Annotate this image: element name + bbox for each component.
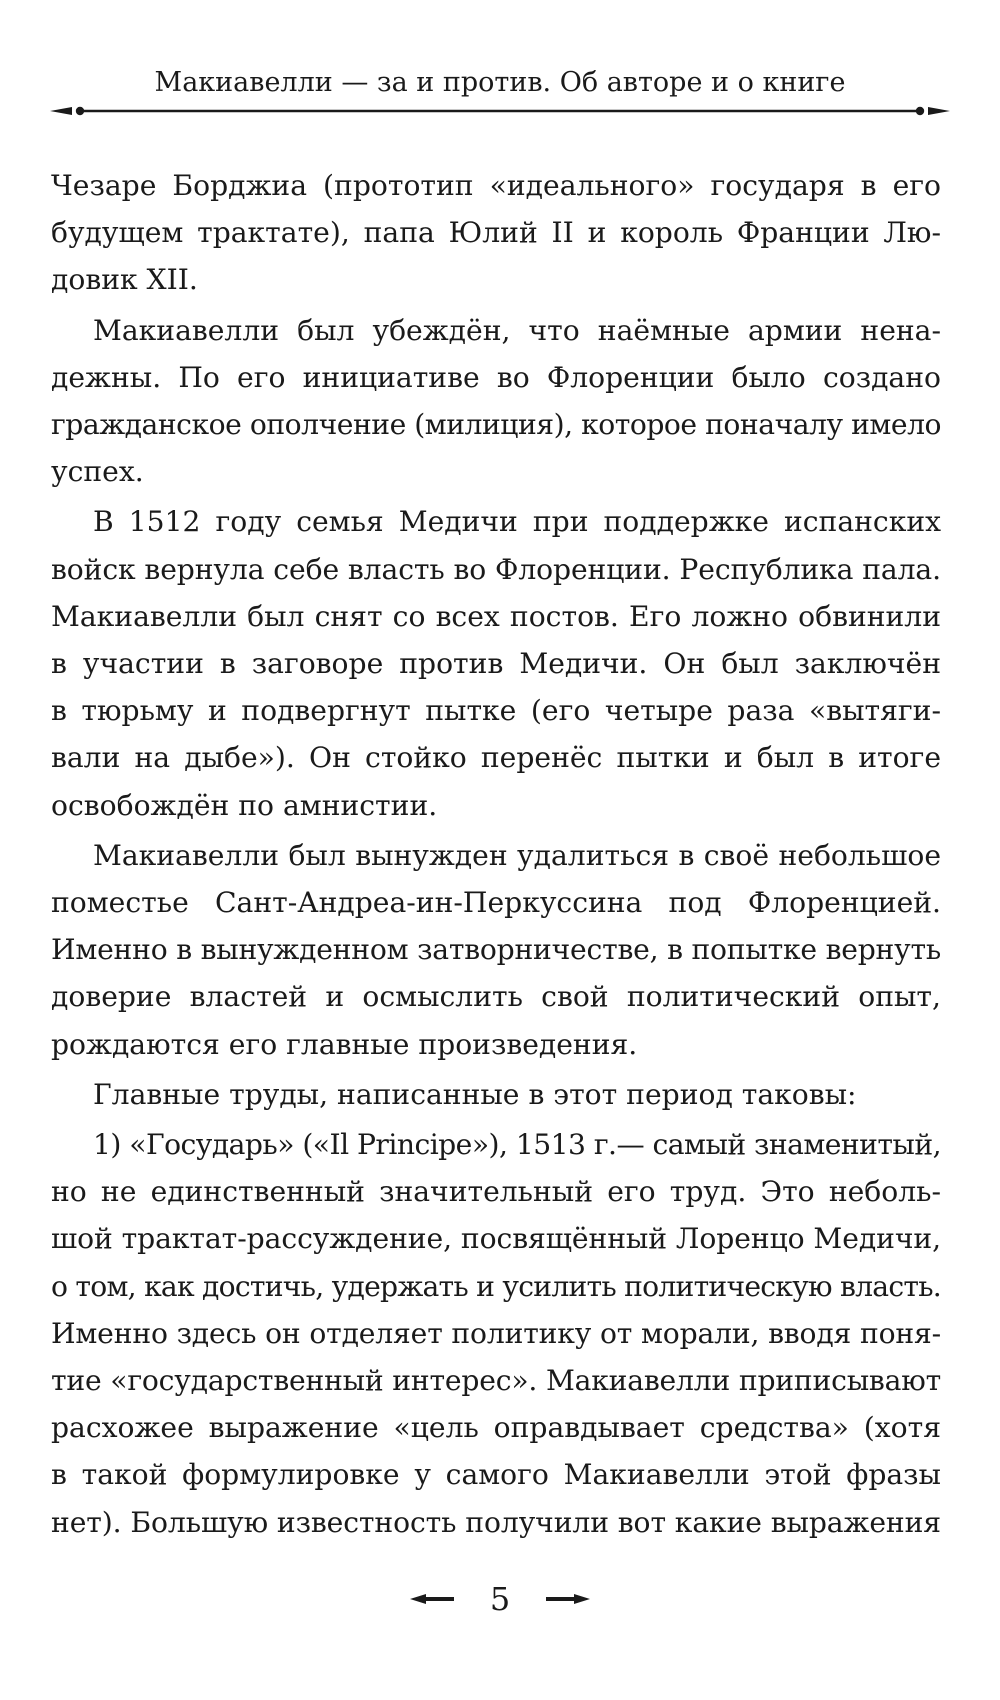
left-arrow-ornament-icon [410, 1592, 454, 1606]
text-line: Главные труды, написанные в этот период таковы: [93, 1077, 857, 1111]
paragraph [51, 1121, 941, 1546]
text-line: Макиавелли был снят со всех постов. Его ложно обвинили [51, 599, 941, 633]
paragraph [51, 832, 941, 1068]
text-line: расхожее выражение «цель оправдывает средства» (хотя [51, 1411, 941, 1445]
text-line: Именно здесь он отделяет политику от морали, вводя поня- [51, 1316, 941, 1350]
page-folio [380, 1574, 620, 1624]
text-line: Макиавелли был убеждён, что наёмные армии нена- [93, 313, 941, 347]
text-line: Чезаре Борджиа (прототип «идеального» государя в его [51, 169, 941, 202]
text-line: дежны. По его инициативе во Флоренции было создано [51, 360, 941, 394]
paragraph [51, 162, 941, 304]
running-header: Макиавелли — за и против. Об авторе и о книге [154, 67, 846, 98]
text-line: 1) «Государь» («Il Principe»), 1513 г.— самый знаменитый, [93, 1128, 941, 1162]
text-line: шой трактат-рассуждение, посвящённый Лоренцо Медичи, [51, 1222, 941, 1256]
text-line: войск вернула себе власть во Флоренции. Республика пала. [51, 552, 941, 586]
text-line: нет). Большую известность получили вот какие выражения [51, 1505, 941, 1539]
text-line: освобождён по амнистии. [51, 788, 438, 822]
text-line: Макиавелли был вынужден удалиться в своё небольшое [93, 838, 941, 872]
text-line: довик XII. [51, 263, 198, 297]
text-line: рождаются его главные произведения. [51, 1027, 638, 1061]
text-line: Именно в вынужденном затворничестве, в попытке вернуть [51, 933, 941, 967]
text-line: гражданское ополчение (милиция), которое поначалу имело [51, 408, 941, 442]
text-line: В 1512 году семья Медичи при поддержке испанских [93, 505, 941, 539]
text-line: тие «государственный интерес». Макиавелли приписывают [51, 1364, 941, 1398]
right-arrow-ornament-icon [546, 1592, 590, 1606]
paragraph [51, 1071, 941, 1118]
text-line: успех. [51, 455, 144, 489]
paragraph [51, 307, 941, 496]
text-line: в участии в заговоре против Медичи. Он был заключён [51, 647, 941, 681]
text-line: в такой формулировке у самого Макиавелли этой фразы [51, 1458, 941, 1492]
paragraph [51, 498, 941, 828]
page-number: 5 [489, 1580, 511, 1618]
text-line: доверие властей и осмыслить свой политический опыт, [51, 980, 941, 1014]
text-line: в тюрьму и подвергнут пытке (его четыре раза «вытяги- [51, 694, 941, 728]
text-line: но не единственный значительный его труд. Это неболь- [51, 1175, 941, 1209]
text-line: о том, как достичь, удержать и усилить политическую власть. [51, 1269, 941, 1303]
body-text [51, 162, 941, 1546]
text-line: вали на дыбе»). Он стойко перенёс пытки и был в итоге [51, 741, 941, 775]
header-rule-ornament [50, 102, 950, 120]
text-line: поместье Сант-Андреа-ин-Перкуссина под Флоренцией. [51, 886, 941, 920]
text-line: будущем трактате), папа Юлий II и король Франции Лю- [51, 216, 941, 250]
